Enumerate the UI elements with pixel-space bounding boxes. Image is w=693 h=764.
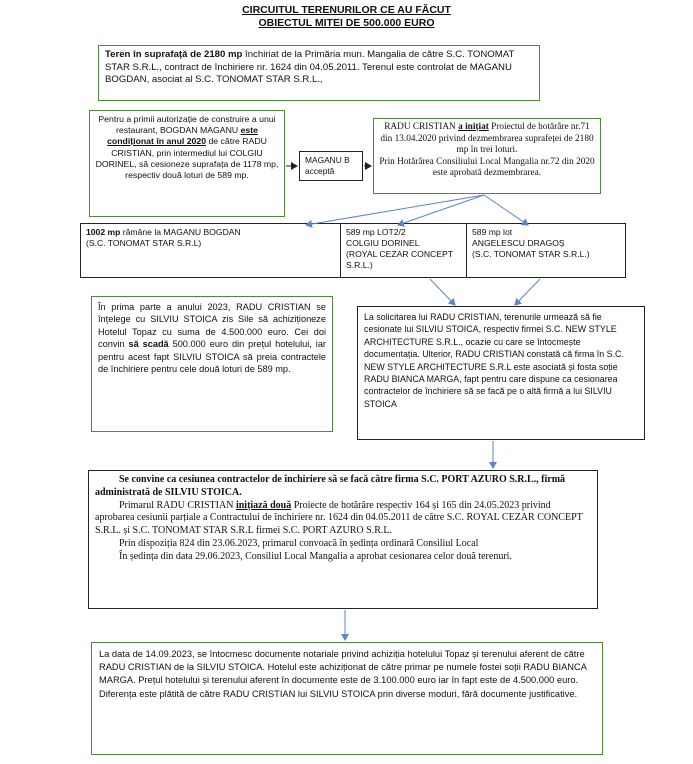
project-text-1: RADU CRISTIAN xyxy=(384,122,459,132)
arrow-project-to-lot-2 xyxy=(398,195,484,225)
final-purchase-text: La data de 14.09.2023, se întocmesc documente notariale privind achiziția hotelului Topaz și terenului aferent de către RADU CRISTIAN de la SILVIU STOICA. Hotelul este achiziționat de către primar pe numele fostei soții RADU BIANCA MARGA. Prețul hotelului și terenului aferent în documente este de 3.100.000 euro iar în fapt este de 4.500.000 euro. Diferența este plătită de către RADU CRISTIAN lui SILVIU STOICA prin diverse moduri, fără documente justificative. xyxy=(99,649,587,699)
title-line-1: CIRCUITUL TERENURILOR CE AU FĂCUT xyxy=(242,4,451,16)
lot-2-area: 589 mp LOT2/2 xyxy=(346,227,406,237)
land-origin-text: închiriat de la Primăria mun. Mangalia de către S.C. TONOMAT STAR S.R.L., contract de închiriere nr. 1624 din 04.05.2011. Terenul este controlat de MAGANU BOGDAN, asociat al S.C. TONOMAT STAR S.R.L., xyxy=(105,49,515,86)
project-text-2: Proiectul de hotărâre nr.71 din 13.04.2020 privind dezmembrarea suprafeței de 2180 mp în trei loturi. xyxy=(380,122,594,156)
agreement-highlight: să scadă xyxy=(128,339,169,350)
project-text-3: Prin Hotărârea Consiliului Local Mangalia nr.72 din 2020 este aprobată dezmembrarea. xyxy=(379,156,595,179)
port-azuro-highlight: inițiază două xyxy=(235,499,292,511)
port-azuro-p2: Prin dispoziția 824 din 23.06.2023, primarul convoacă în ședința ordinară Consiliul Local xyxy=(119,537,479,549)
port-azuro-p3: În ședința din data 29.06.2023, Consiliul Local Mangalia a aprobat cesionarea celor două terenuri. xyxy=(119,550,512,562)
lot-3-owner: ANGELESCU DRAGOȘ xyxy=(472,238,565,248)
lot-1-owner: rămâne la MAGANU BOGDAN xyxy=(120,227,241,237)
accepts-line-2: acceptă xyxy=(305,166,335,176)
lot-3-company: (S.C. TONOMAT STAR S.R.L.) xyxy=(472,249,590,259)
port-azuro-p1-a: Primarul RADU CRISTIAN xyxy=(119,499,236,511)
request-text: La solicitarea lui RADU CRISTIAN, terenurile urmează să fie cesionate lui SILVIU STOICA, respectiv firmei S.C. NEW STYLE ARCHITECTURE S.R.L., ocazie cu care se întocmește documentația. Ulterior, RADU CRISTIAN constată că firma în S.C. NEW STYLE ARCHITECTURE S.R.L este asociată și fosta soție RADU BIANCA MARGA, fapt pentru care dispune ca cesionarea contractelor de închiriere să se facă pe o altă firmă a lui SILVIU STOICA xyxy=(364,312,624,409)
agreement-text-1: În prima parte a anului 2023, RADU CRISTIAN se înțelege cu SILVIU STOICA zis Sile să achiziționeze Hotelul Topaz cu suma de 4.500.000 euro. Cei doi convin xyxy=(98,302,326,350)
project-highlight: a inițiat xyxy=(458,122,489,132)
port-azuro-p1-b: Proiecte de hotărâre respectiv 164 și 165 din 24.05.2023 privind aprobarea cesiunii parțiale a Contractului de închiriere nr. 1624 din 04.05.2011 de către S.C. ROYAL CEZAR CONCEPT S.R.L. și S.C. TONOMAT STAR S.R.L firmei S.C. PORT AZURO S.R.L. xyxy=(95,499,583,537)
lot-1-company: (S.C. TONOMAT STAR S.R.L) xyxy=(86,238,202,248)
arrow-project-to-lot-1 xyxy=(306,195,484,225)
lot-2-owner: COLGIU DORINEL xyxy=(346,238,420,248)
lot-3-area: 589 mp lot xyxy=(472,227,513,237)
arrow-lot-2-to-request xyxy=(430,279,455,305)
accepts-line-1: MAGANU B xyxy=(305,155,350,165)
lot-2-company: (ROYAL CEZAR CONCEPT S.R.L.) xyxy=(346,249,453,270)
arrow-lot-3-to-request xyxy=(515,279,540,305)
port-azuro-heading: Se convine ca cesiunea contractelor de închiriere să se facă către firma S.C. PORT AZURO S.R.L., firmă administrată de SILVIU STOICA. xyxy=(95,474,566,498)
title-line-2: OBIECTUL MITEI DE 500.000 EURO xyxy=(258,17,435,29)
lot-1-area: 1002 mp xyxy=(86,227,121,237)
agreement-text-2: 500.000 euro din prețul hotelului, iar pentru acest fapt SILVIU STOICA să preia contractele de închiriere pentru cele două loturi de 589 mp. xyxy=(98,339,326,375)
land-area-label: Teren în suprafață de 2180 mp xyxy=(105,49,243,60)
arrow-project-to-lot-3 xyxy=(484,195,528,225)
condition-highlight: este condiționat în anul 2020 xyxy=(107,125,258,147)
condition-text-1: Pentru a primii autorizație de construire a unui restaurant, BOGDAN MAGANU xyxy=(98,114,276,136)
condition-text-2: de către RADU CRISTIAN, prin intermediul lui COLGIU DORINEL, să cesioneze suprafața de 1178 mp, respectiv două loturi de 589 mp. xyxy=(95,136,279,181)
